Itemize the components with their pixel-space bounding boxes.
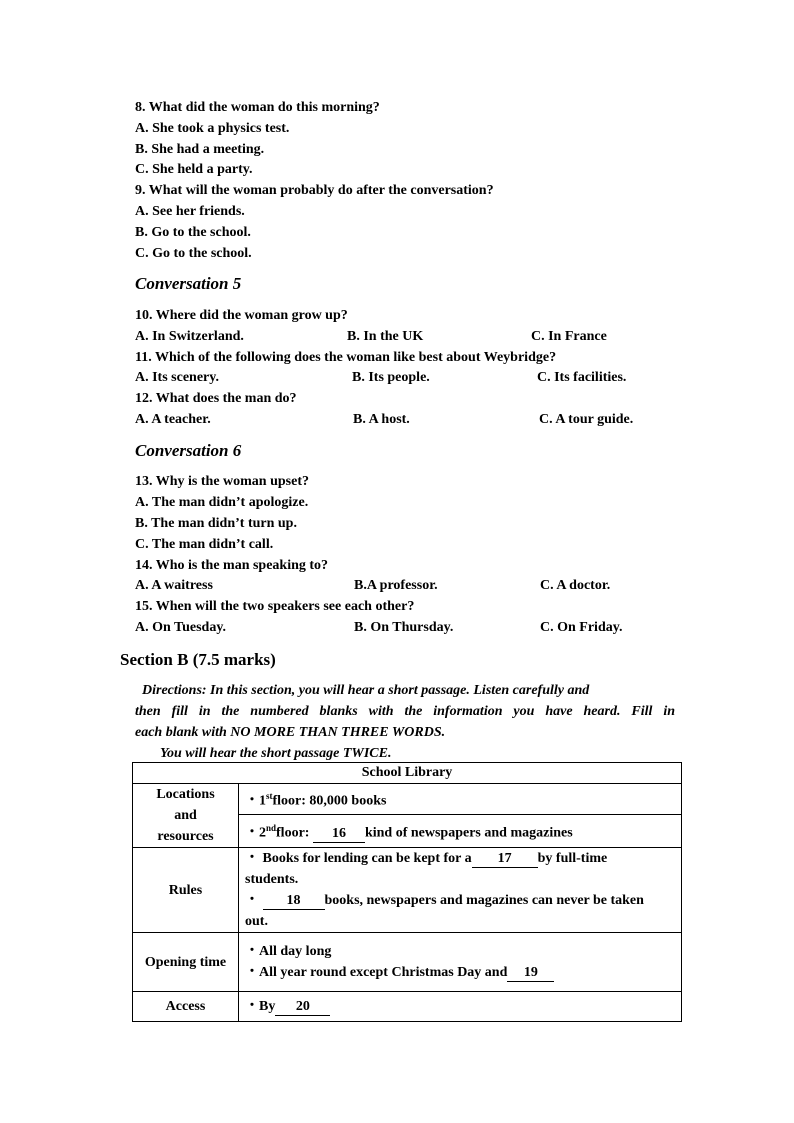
q12-option-c: C. A tour guide.	[539, 412, 634, 427]
q10-option-a: A. In Switzerland.	[135, 329, 244, 344]
loc2-floor: floor:	[276, 826, 310, 842]
location-row-2	[239, 815, 682, 848]
q11-option-c: C. Its facilities.	[537, 370, 627, 385]
q9-option-a: A. See her friends.	[135, 204, 245, 219]
rule-2	[245, 890, 675, 911]
rule-1-continuation: students.	[245, 872, 299, 887]
question-13: 13. Why is the woman upset?	[135, 474, 309, 489]
blank-19[interactable]: 19	[507, 964, 554, 982]
q11-option-b: B. Its people.	[352, 370, 430, 385]
q10-option-c: C. In France	[531, 329, 607, 344]
rule-2-bullet: ・	[245, 893, 259, 908]
question-12: 12. What does the man do?	[135, 391, 297, 406]
q8-option-c: C. She held a party.	[135, 162, 253, 177]
q10-option-b: B. In the UK	[347, 329, 424, 344]
q14-option-b: B.A professor.	[354, 578, 438, 593]
question-14: 14. Who is the man speaking to?	[135, 558, 329, 573]
loc2-bullet: ・2	[245, 826, 266, 842]
q14-option-a: A. A waitress	[135, 578, 213, 593]
question-15: 15. When will the two speakers see each other?	[135, 599, 415, 614]
blank-16[interactable]: 16	[313, 825, 365, 843]
directions-line-2: then fill in the numbered blanks with the information you have heard. Fill in	[135, 704, 675, 719]
rules-label: Rules	[133, 848, 239, 933]
q8-option-b: B. She had a meeting.	[135, 142, 265, 157]
loc2-text: kind of newspapers and magazines	[364, 826, 573, 842]
access-label: Access	[133, 992, 239, 1022]
library-table	[132, 762, 682, 1022]
q15-option-a: A. On Tuesday.	[135, 620, 227, 635]
q15-option-c: C. On Friday.	[540, 620, 623, 635]
access-cell	[239, 992, 682, 1022]
question-9: 9. What will the woman probably do after the conversation?	[135, 183, 494, 198]
q9-option-c: C. Go to the school.	[135, 246, 252, 261]
conversation-6-heading: Conversation 6	[135, 441, 242, 460]
opening-time-2	[245, 962, 675, 983]
opening-time-cell	[239, 933, 682, 992]
rule-1	[245, 848, 675, 869]
location-row-1	[239, 784, 682, 815]
blank-20[interactable]: 20	[275, 998, 330, 1016]
q12-option-a: A. A teacher.	[135, 412, 211, 427]
loc2-suffix: nd	[266, 823, 277, 834]
section-b-heading: Section B (7.5 marks)	[120, 650, 276, 669]
q8-option-a: A. She took a physics test.	[135, 121, 290, 136]
rule-1-tail: by full-time	[537, 851, 608, 866]
blank-18[interactable]: 18	[263, 892, 325, 910]
q13-option-b: B. The man didn’t turn up.	[135, 516, 297, 531]
loc1-suffix: st	[266, 791, 273, 802]
access-text: ・By	[245, 999, 276, 1014]
q14-option-c: C. A doctor.	[540, 578, 611, 593]
q13-option-c: C. The man didn’t call.	[135, 537, 274, 552]
directions-line-3: each blank with NO MORE THAN THREE WORDS.	[135, 725, 446, 740]
conversation-5-heading: Conversation 5	[135, 274, 242, 293]
q9-option-b: B. Go to the school.	[135, 225, 251, 240]
loc1-text: floor: 80,000 books	[272, 794, 387, 810]
blank-17[interactable]: 17	[472, 850, 538, 868]
q11-option-a: A. Its scenery.	[135, 370, 219, 385]
question-11: 11. Which of the following does the woman like best about Weybridge?	[135, 350, 557, 365]
question-8: 8. What did the woman do this morning?	[135, 100, 380, 115]
directions-line-1: Directions: In this section, you will hear a short passage. Listen carefully and	[142, 683, 590, 698]
q13-option-a: A. The man didn’t apologize.	[135, 495, 309, 510]
question-10: 10. Where did the woman grow up?	[135, 308, 348, 323]
locations-label	[133, 784, 239, 848]
opening-time-2-text: ・All year round except Christmas Day and	[245, 965, 508, 980]
opening-time-label: Opening time	[133, 933, 239, 992]
locations-label-text: Locations and resources	[156, 787, 215, 844]
q15-option-b: B. On Thursday.	[354, 620, 454, 635]
directions-line-4: You will hear the short passage TWICE.	[160, 746, 392, 761]
rule-2-text: books, newspapers and magazines can never be taken	[324, 893, 644, 908]
rule-1-text: ・ Books for lending can be kept for a	[245, 851, 472, 866]
loc1-bullet: ・1	[245, 794, 266, 810]
rules-cell	[239, 848, 682, 933]
rule-2-continuation: out.	[245, 914, 268, 929]
table-title: School Library	[133, 763, 682, 784]
q12-option-b: B. A host.	[353, 412, 410, 427]
opening-time-1: ・All day long	[245, 944, 332, 959]
